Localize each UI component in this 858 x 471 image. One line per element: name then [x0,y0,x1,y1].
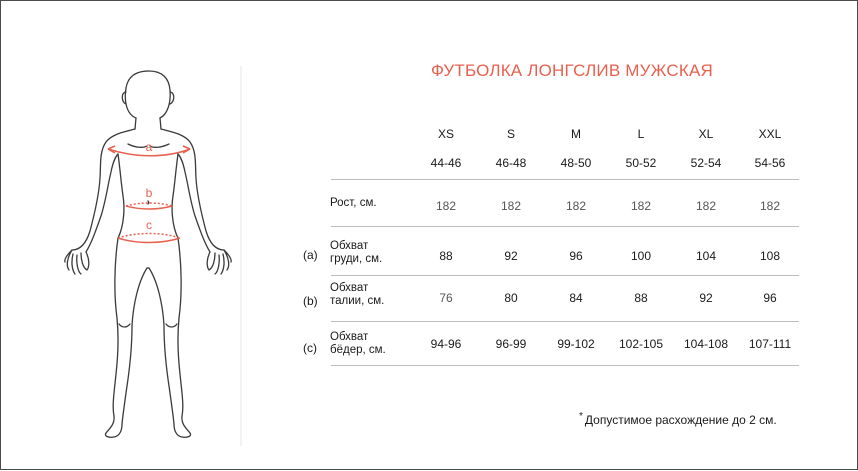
size-code-xs: XS [437,127,454,141]
row-label-line: груди, см. [330,253,383,265]
row-marker-b: (b) [303,294,318,308]
table-cell: 100 [630,249,652,263]
note-asterisk: * [579,411,583,422]
table-cell: 94-96 [430,337,462,351]
table-cell: 182 [565,199,587,213]
table-cell: 96-99 [495,337,527,351]
table-cell: 182 [630,199,652,213]
table-cell: 92 [504,249,518,263]
tolerance-note [579,411,777,427]
row-label-line: Обхват [330,240,369,252]
size-code-s: S [506,127,515,141]
table-cell: 96 [569,249,583,263]
table-cell: 182 [500,199,522,213]
row-label-line: талии, см. [330,295,385,307]
table-cell: 102-105 [618,337,664,351]
marker-b-label: b [145,186,153,200]
size-range-xs: 44-46 [430,156,462,170]
table-divider [331,226,799,227]
size-range-xxl: 54-56 [754,156,786,170]
row-label-line: Обхват [330,282,369,294]
table-divider [331,365,799,366]
size-range-s: 46-48 [495,156,527,170]
table-cell: 88 [634,291,648,305]
page-title: ФУТБОЛКА ЛОНГСЛИВ МУЖСКАЯ [431,61,713,80]
table-divider [331,179,799,180]
marker-c-label: c [146,218,152,232]
size-code-xxl: XXL [758,127,782,141]
table-cell: 92 [699,291,713,305]
size-range-xl: 52-54 [690,156,722,170]
table-cell: 104 [695,249,717,263]
row-marker-c: (c) [303,341,317,355]
table-divider [331,275,799,276]
table-cell: 182 [695,199,717,213]
table-cell: 84 [569,291,583,305]
table-cell: 80 [504,291,518,305]
table-cell: 76 [439,291,453,305]
table-cell: 96 [763,291,777,305]
note-text: Допустимое расхождение до 2 см. [584,413,777,427]
size-code-m: M [571,127,581,141]
row-label-hips [330,331,386,357]
size-code-l: L [637,127,645,141]
row-label-height: Рост, см. [330,197,377,209]
table-cell: 107-111 [748,337,792,351]
table-cell: 104-108 [683,337,729,351]
row-label-waist [330,282,384,308]
row-label-line: Обхват [330,331,369,343]
size-table [1,1,858,471]
size-code-xl: XL [698,127,714,141]
row-label-chest [330,240,382,266]
table-cell: 182 [759,199,781,213]
size-range-l: 50-52 [625,156,657,170]
marker-a-label: a [145,140,153,154]
table-cell: 99-102 [557,337,595,351]
table-divider [331,321,799,322]
table-cell: 88 [439,249,453,263]
table-cell: 108 [759,249,781,263]
row-label-line: бёдер, см. [330,344,386,356]
row-marker-a: (a) [303,248,318,262]
size-range-m: 48-50 [560,156,592,170]
table-cell: 182 [435,199,457,213]
